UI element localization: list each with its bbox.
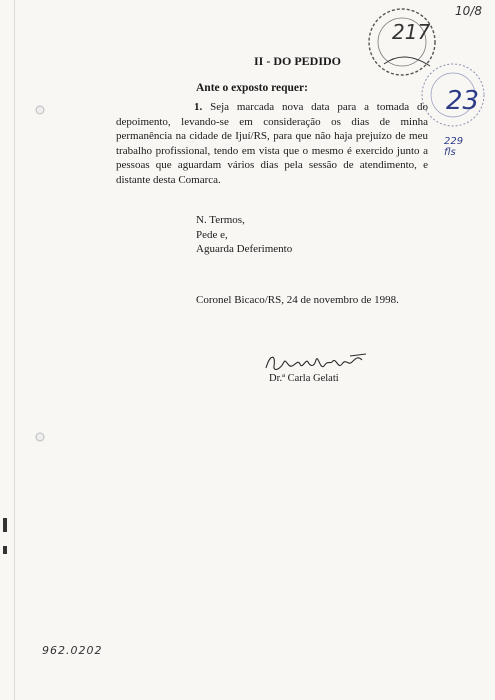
closing-line: Aguarda Deferimento [196, 243, 293, 255]
request-intro: Ante o exposto requer: [196, 82, 308, 94]
side-note [444, 136, 463, 158]
stamp-number: 217 [392, 20, 431, 44]
binding-mark [3, 518, 7, 532]
request-paragraph [116, 100, 428, 187]
punch-hole-icon [34, 103, 46, 115]
binding-mark [3, 546, 7, 554]
closing-block [196, 213, 292, 257]
page-number: 23 [446, 86, 480, 116]
page-fold-line [14, 0, 15, 700]
place-date: Coronel Bicaco/RS, 24 de novembro de 1998. [196, 294, 399, 306]
paragraph-text: Seja marcada nova data para a tomada do depoimento, levando-se em consideração os dias de minha permanência na cidade de Ijuí/RS, para que não haja prejuízo de meu trabalho profissional, tendo em vista que o mesmo é exercido junto a pessoas que aguardam vários dias pela sessão de atendimento, e distante desta Comarca. [116, 101, 429, 186]
archive-code: 962.0202 [42, 644, 103, 657]
side-note-line: 229 [444, 136, 464, 147]
page-mark: 10/8 [455, 4, 482, 18]
signer-name: Dr.ª Carla Gelati [269, 373, 339, 384]
side-note-line: fls [444, 147, 456, 158]
section-heading: II - DO PEDIDO [254, 54, 342, 68]
closing-line: N. Termos, [196, 214, 245, 226]
punch-hole-icon [34, 430, 46, 442]
item-number: 1. [194, 101, 203, 113]
closing-line: Pede e, [196, 228, 228, 241]
